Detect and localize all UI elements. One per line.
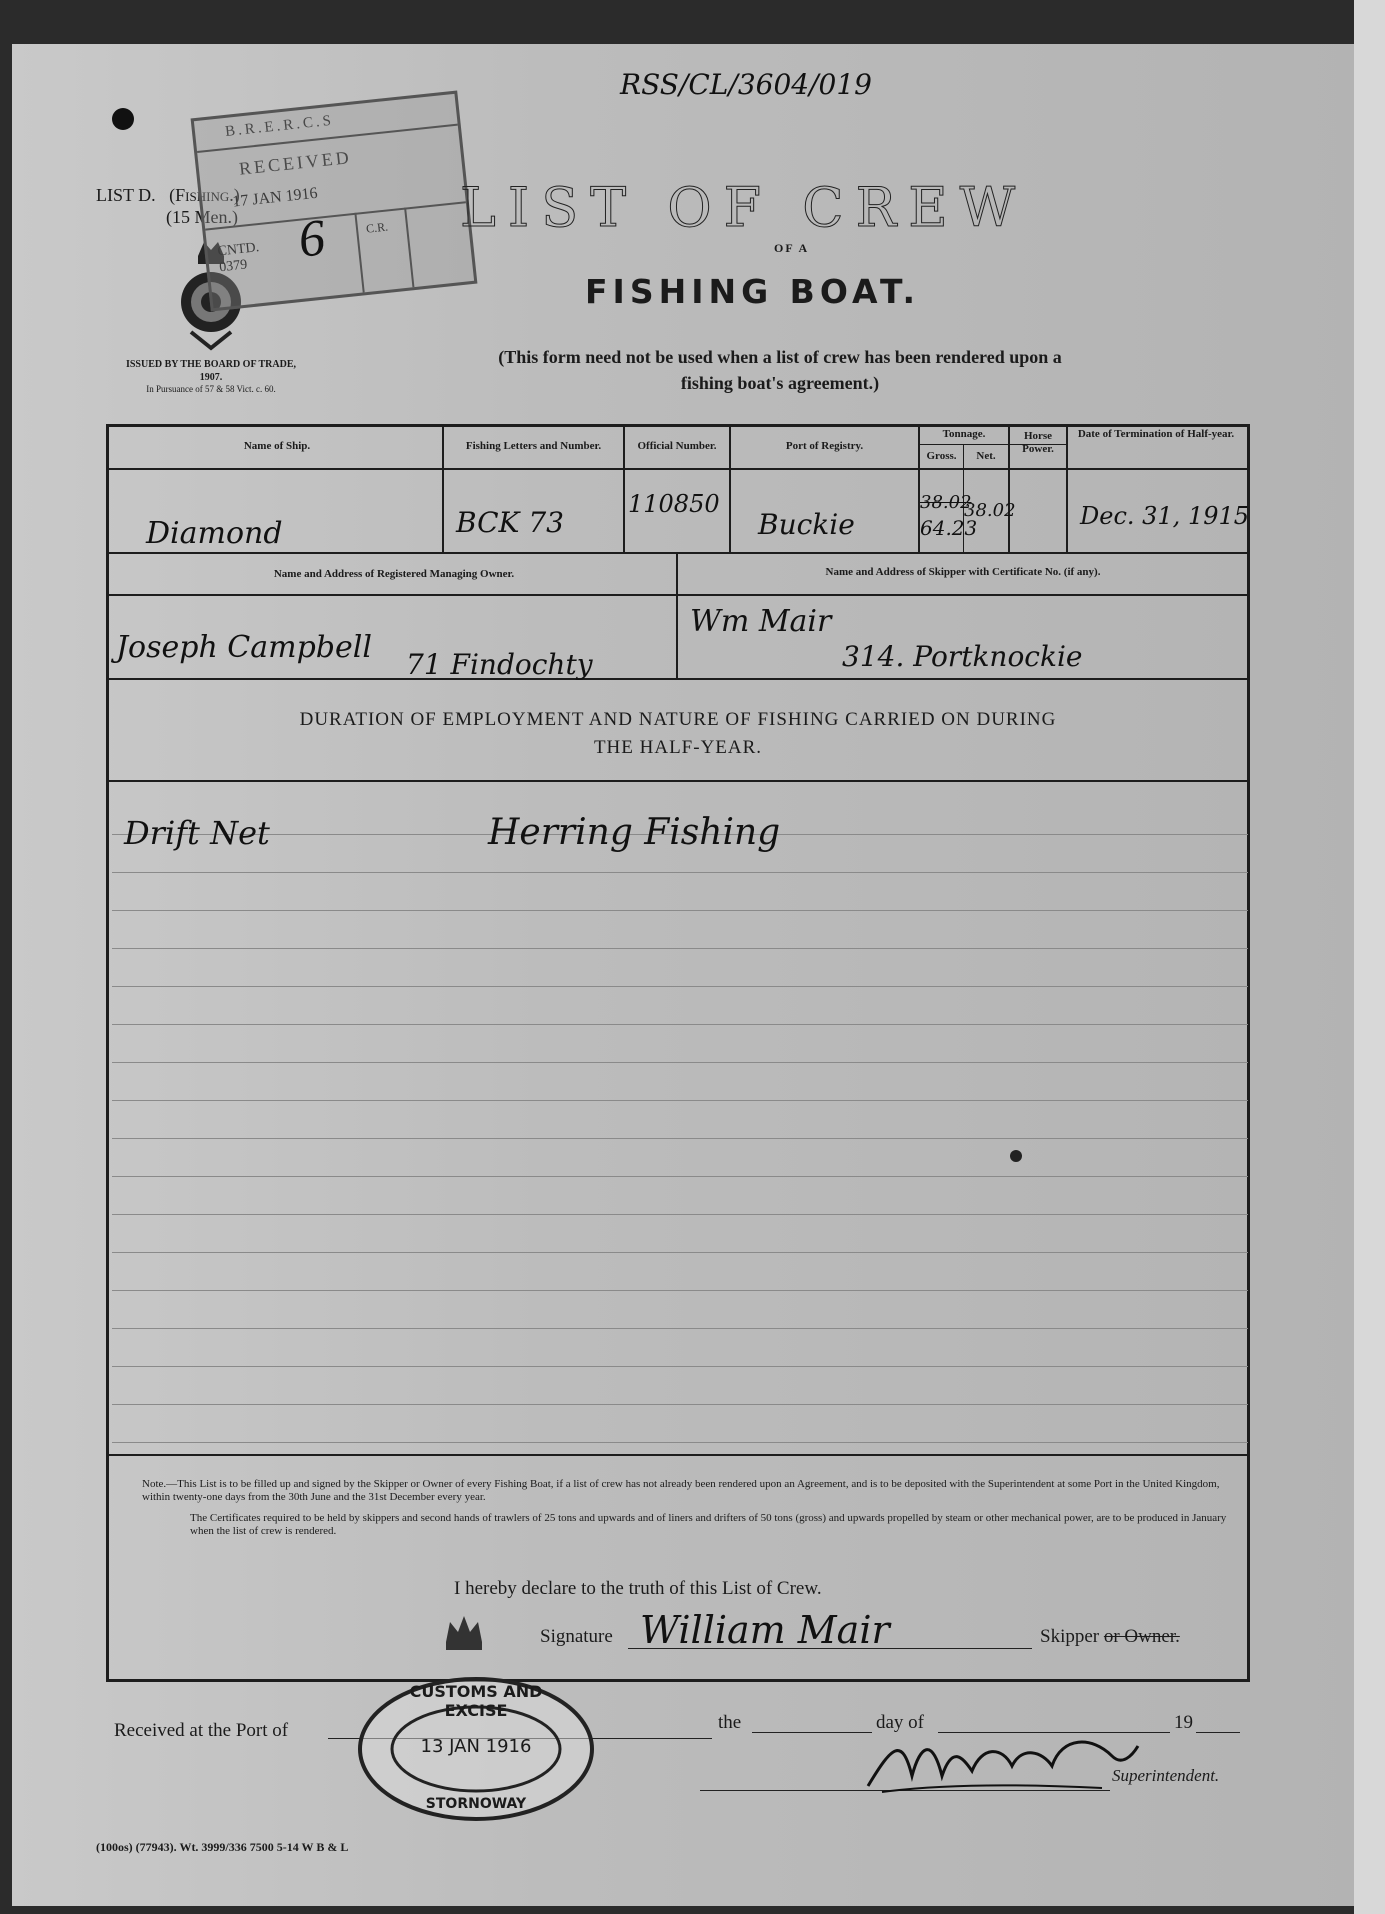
duration-heading-line1: DURATION OF EMPLOYMENT AND NATURE OF FISHING CARRIED ON DURING: [299, 709, 1057, 730]
signature-label: Signature: [540, 1626, 613, 1647]
ink-blot: [1010, 1150, 1022, 1162]
col-horse-power: Horse Power.: [1022, 430, 1054, 455]
skipper-signature: William Mair: [640, 1608, 890, 1652]
col-gross: Gross.: [926, 450, 957, 462]
list-label: LIST D.: [96, 185, 156, 205]
gross-tonnage: 64.23: [920, 516, 978, 540]
stamp-col2: C.R.: [365, 219, 389, 236]
stamp-date: 17 JAN 1916: [231, 184, 319, 211]
issued-year: 1907.: [199, 372, 223, 383]
skipper-name: Wm Mair: [690, 604, 832, 639]
col-tonnage: Tonnage.: [942, 428, 986, 440]
stamp-received: RECEIVED: [238, 146, 353, 179]
gross-struck: 38.02: [920, 492, 972, 513]
ship-name: Diamond: [146, 516, 283, 551]
superintendent-label: Superintendent.: [1112, 1766, 1220, 1785]
port-of-registry: Buckie: [758, 508, 855, 541]
stamp-col1: CNTD.: [216, 240, 260, 260]
crown-seal-icon: [440, 1612, 488, 1656]
col-fishing-letters: Fishing Letters and Number.: [465, 440, 602, 452]
note-para2: The Certificates required to be held by skippers and second hands of trawlers of 25 tons and upwards and of liners and drifters of 50 tons (gross) and upwards propelled by steam or other mechanical power, are to be produced in January when the list of crew is rendered.: [190, 1512, 1227, 1537]
instruction-line1: (This form need not be used when a list of crew has been rendered upon a: [498, 347, 1062, 367]
skipper-label: Name and Address of Skipper with Certificate No. (if any).: [825, 566, 1101, 578]
signatory-role: [1040, 1626, 1180, 1648]
printer-imprint: (100os) (77943). Wt. 3999/336 7500 5-14 W B & L: [96, 1840, 349, 1854]
col-termination: Date of Termination of Half-year.: [1077, 428, 1235, 440]
note-para1: Note.—This List is to be filled up and signed by the Skipper or Owner of every Fishing Boat, if a list of crew has not already been rendered upon an Agreement, and is to be deposited with the Superintendent at some Port in the United Kingdom, within twenty-one days from the 30th June and the 31st December every year.: [142, 1478, 1220, 1503]
owner-address: 71 Findochty: [406, 648, 593, 681]
the-label: the: [718, 1712, 742, 1733]
pursuance-act: In Pursuance of 57 & 58 Vict. c. 60.: [146, 384, 276, 394]
customs-stamp-bottom: STORNOWAY: [425, 1796, 527, 1812]
col-official-number: Official Number.: [637, 440, 717, 452]
customs-stamp: [356, 1674, 596, 1824]
fishing-letters: BCK 73: [456, 506, 564, 539]
men-count: (15 Men.): [166, 207, 238, 227]
form-subtitle: FISHING BOAT.: [585, 272, 921, 311]
superintendent-signature: [862, 1726, 1142, 1796]
archive-reference: RSS/CL/3604/019: [620, 68, 872, 101]
termination-date: Dec. 31, 1915: [1080, 502, 1250, 530]
instruction-line2: fishing boat's agreement.): [680, 373, 880, 393]
year-prefix: 19: [1174, 1712, 1193, 1733]
received-port-label: Received at the Port of: [114, 1720, 289, 1741]
col-port-of-registry: Port of Registry.: [785, 440, 864, 452]
fishing-method: Drift Net: [124, 814, 270, 852]
col-name-of-ship: Name of Ship.: [243, 440, 311, 452]
form-title: LIST OF CREW: [460, 176, 1028, 239]
skipper-address: 314. Portknockie: [842, 640, 1083, 673]
customs-stamp-top: CUSTOMS AND EXCISE: [409, 1682, 543, 1720]
issued-by-text: ISSUED BY THE BOARD OF TRADE,: [125, 359, 297, 370]
stamp-code-number: 0379: [218, 257, 248, 276]
form-note: [142, 1478, 1234, 1546]
stamp-line1: B.R.E.R.C.S: [224, 112, 335, 140]
net-tonnage: 38.02: [964, 500, 1016, 521]
official-number: 110850: [628, 490, 720, 518]
list-type-label: (Fishing.): [169, 185, 240, 205]
of-a: OF A: [774, 241, 810, 255]
owner-label: Name and Address of Registered Managing Owner.: [273, 568, 515, 580]
page-edge: [1354, 0, 1385, 1914]
col-net: Net.: [976, 450, 996, 462]
declaration-text: I hereby declare to the truth of this List of Crew.: [454, 1578, 822, 1599]
customs-stamp-date: 13 JAN 1916: [420, 1736, 532, 1757]
day-of-label: day of: [876, 1712, 925, 1733]
stamp-number: 6: [295, 209, 328, 269]
role-owner-struck: or Owner.: [1103, 1626, 1180, 1647]
owner-name: Joseph Campbell: [116, 630, 372, 665]
duration-heading-line2: THE HALF-YEAR.: [593, 737, 763, 758]
role-skipper: Skipper: [1040, 1626, 1100, 1647]
fishing-type: Herring Fishing: [488, 812, 781, 853]
